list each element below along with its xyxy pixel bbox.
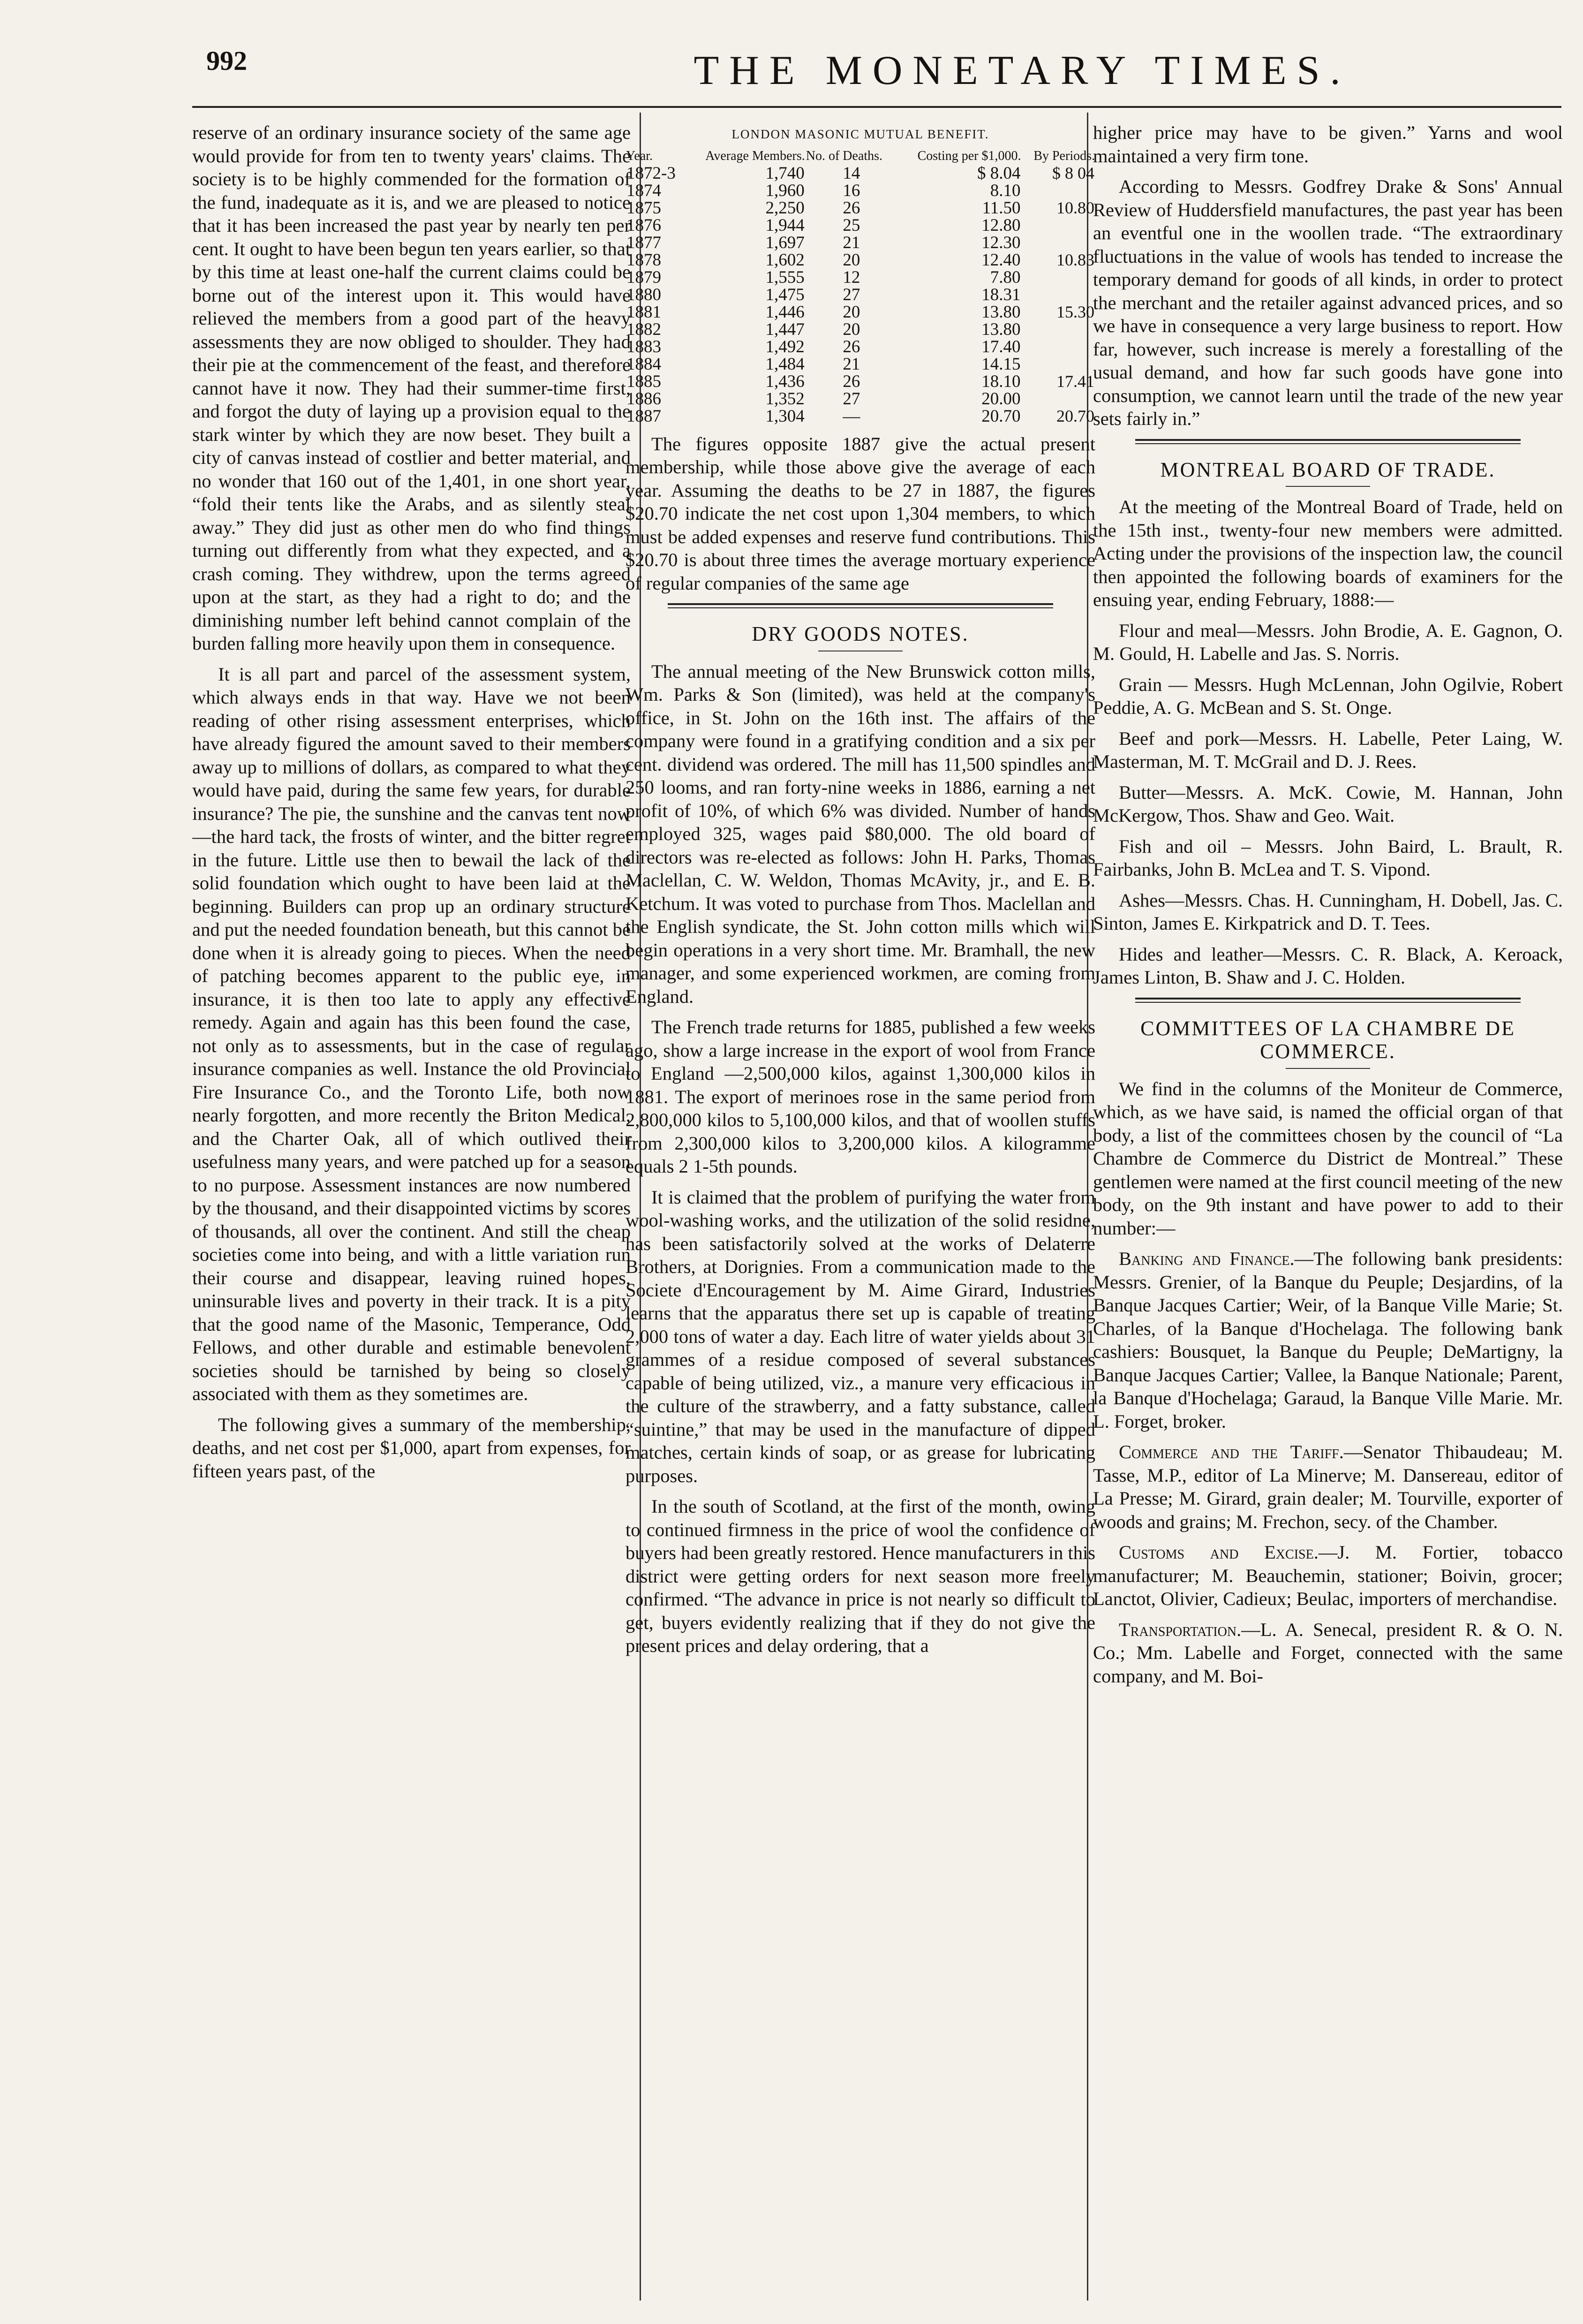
- committee-text: —J. M. Fortier, tobacco manufacturer; M. Beauchemin, stationer; Boivin, grocer; Lanctot, Olivier, Cadieux; Beulac, importers of merchandise.: [1093, 1542, 1563, 1609]
- table-cell-period: [1021, 217, 1095, 234]
- table-row: [626, 234, 1095, 251]
- table-cell-year: 1877: [626, 233, 661, 252]
- table-cell-year: 1884: [626, 354, 661, 374]
- table-header: By Periods.: [1033, 148, 1095, 163]
- table-cell-deaths: 26: [843, 337, 860, 356]
- table-cell-period: 10.80: [1056, 198, 1094, 217]
- table-title: LONDON MASONIC MUTUAL BENEFIT.: [731, 127, 989, 141]
- table-cell-members: 1,555: [765, 267, 805, 287]
- article-paragraph: At the meeting of the Montreal Board of Trade, held on the 15th inst., twenty-four new members were admitted. Acting under the provisions of the inspection law, the council then appointed the following boards of examiners for the ensuing year, ending February, 1888:—: [1093, 496, 1563, 610]
- table-cell-year: 1883: [626, 337, 661, 356]
- committee-entry: [1093, 1247, 1563, 1433]
- section-divider: [1135, 439, 1521, 444]
- table-row: [626, 165, 1095, 182]
- table-cell-cost: 12.30: [981, 233, 1021, 252]
- table-cell-deaths: 12: [843, 267, 860, 287]
- article-paragraph: reserve of an ordinary insurance society of the same age would provide for from ten to twenty years' claims. The society is to be highly commended for the formation of the fund, inadequate as it is, and we are pleased to notice that it has been increased the past year by nearly ten per cent. It ought to have been begun ten years earlier, so that by this time at least one-half the current claims could be borne out of the interest upon it. This would have relieved the members from a good part of the heavy assessments they are now obliged to shoulder. They had their pie at the commencement of the feast, and therefore cannot have it now. They had their summer-time first, and forgot the duty of laying up a provision equal to the stark winter by which they are now beset. They built a city of canvas instead of costlier and better material, and no wonder that 160 out of the 1,401, in one short year, “fold their tents like the Arabs, and as silently steal away.” They did just as other men do who find things turning out differently from what they expected, and a crash coming. They withdrew, upon the terms agreed upon at the start, as they had a right to do; and the diminishing number left behind cannot complain of the burden falling more heavily upon them in consequence.: [192, 122, 631, 654]
- table-note: The figures opposite 1887 give the actual present membership, while those above give the average of each year. Assuming the deaths to be 27 in 1887, the figures $20.70 indicate the net cost upon 1,304 members, to which must be added expenses and reserve fund contributions. This $20.70 is about three times the average mortuary experience of regular companies of the same age: [626, 433, 1095, 594]
- table-cell-period: [1021, 269, 1095, 286]
- committee-text: —L. A. Senecal, president R. & O. N. Co.; Mm. Labelle and Forget, connected with the same company, and M. Boi-: [1093, 1619, 1563, 1687]
- table-cell-period: [1021, 321, 1095, 338]
- table-row: [626, 390, 1095, 408]
- table-cell-members: 1,475: [765, 285, 805, 304]
- table-cell-members: 1,304: [765, 406, 805, 426]
- table-cell-deaths: 21: [843, 233, 860, 252]
- table-cell-cost: 18.31: [981, 285, 1021, 304]
- committee-text: —The following bank presidents: Messrs. Grenier, of la Banque du Peuple; Desjardins, of la Banque Jacques Cartier; Weir, of la Banque Ville Marie; St. Charles, of la Banque d'Hochelaga. The following bank cashiers: Bousquet, la Banque du Peuple; DeMartigny, la Banque Jacques Cartier; Vallee, la Banque Nationale; Parent, la Banque d'Hochelaga; Garaud, la Banque Ville Marie. Mr. L. Forget, broker.: [1093, 1248, 1563, 1432]
- table-cell-cost: 7.80: [990, 267, 1021, 287]
- table-header: Costing per $1,000.: [917, 148, 1021, 163]
- table-cell-year: 1879: [626, 267, 661, 287]
- article-paragraph: It is all part and parcel of the assessment system, which always ends in that way. Have we not been reading of other rising assessment enterprises, which have already figured the amount saved to their members away up to millions of dollars, as compared to what they would have paid, during the same few years, for durable insurance? The pie, the sunshine and the canvas tent now—the hard tack, the frosts of winter, and the bitter regret in the future. Little use then to bewail the lack of the solid foundation which ought to have been laid at the beginning. Builders can prop up an ordinary structure and put the needed foundation beneath, but this cannot be done when it is already going to pieces. When the need of patching becomes apparent to the public eye, in insurance, it is then too late to apply any effective remedy. Again and again has this been found the case, not only as to assessments, but in the case of regular insurance companies as well. Instance the old Provincial Fire Insurance Co., and the Toronto Life, both now nearly forgotten, and more recently the Briton Medical, and the Charter Oak, all of which outlived their usefulness many years, and were patched up for a season to no purpose. Assessment instances are now numbered by the thousand, and their disappointed victims by scores of thousands, all over the continent. And still the cheap societies come into being, and with a little variation run their course and disappear, leaving ruined hopes, uninsurable lives and poverty in their track. It is a pity that the good name of the Masonic, Temperance, Odd Fellows, and other durable and estimable benevolent societies should be tarnished by being so closely associated with them as they sometimes are.: [192, 663, 631, 1404]
- table-cell-period: [1021, 286, 1095, 303]
- masonic-benefit-table: [626, 149, 1095, 425]
- table-cell-members: 1,602: [765, 250, 805, 270]
- committee-entry: [1093, 1541, 1563, 1611]
- committee-head: Customs and Excise.: [1119, 1542, 1319, 1563]
- article-paragraph: Hides and leather—Messrs. C. R. Black, A. Keroack, James Linton, B. Shaw and J. C. Holden.: [1093, 943, 1563, 988]
- heading-rule: [1286, 1068, 1370, 1069]
- section-divider: [668, 603, 1053, 608]
- table-cell-year: 1878: [626, 250, 661, 270]
- table-cell-members: 1,492: [765, 337, 805, 356]
- table-row: [626, 303, 1095, 321]
- table-cell-cost: 13.80: [981, 302, 1021, 322]
- table-cell-period: 20.70: [1056, 406, 1094, 425]
- table-row: [626, 182, 1095, 199]
- table-cell-deaths: 20: [843, 250, 860, 270]
- committee-entry: [1093, 1440, 1563, 1533]
- committee-head: Banking and Finance.: [1119, 1248, 1295, 1269]
- article-paragraph: Beef and pork—Messrs. H. Labelle, Peter Laing, W. Masterman, M. T. McGrail and D. J. Rees.: [1093, 727, 1563, 772]
- table-cell-deaths: —: [843, 406, 860, 426]
- article-paragraph: The following gives a summary of the membership, deaths, and net cost per $1,000, apart from expenses, for fifteen years past, of the: [192, 1414, 631, 1482]
- table-cell-deaths: 20: [843, 319, 860, 339]
- table-cell-period: $ 8 04: [1052, 163, 1094, 182]
- chambre-heading: COMMITTEES OF LA CHAMBRE DE COMMERCE.: [1140, 1016, 1515, 1063]
- table-cell-deaths: 26: [843, 371, 860, 391]
- table-cell-cost: 12.80: [981, 215, 1021, 235]
- article-paragraph: Butter—Messrs. A. McK. Cowie, M. Hannan, John McKergow, Thos. Shaw and Geo. Wait.: [1093, 781, 1563, 826]
- dry-goods-heading: DRY GOODS NOTES.: [752, 622, 969, 645]
- table-cell-year: 1882: [626, 319, 661, 339]
- article-paragraph: Ashes—Messrs. Chas. H. Cunningham, H. Dobell, Jas. C. Sinton, James E. Kirkpatrick and D. T. Tees.: [1093, 889, 1563, 934]
- table-cell-year: 1875: [626, 198, 661, 218]
- article-paragraph: The French trade returns for 1885, published a few weeks ago, show a large increase in the export of wool from France to England —2,500,000 kilos, against 1,300,000 kilos in 1881. The export of merinoes rose in the same period from 2,800,000 kilos to 5,100,000 kilos, and that of woollen stuffs from 2,300,000 kilos to 3,200,000 kilos. A kilogramme equals 2 1-5th pounds.: [626, 1016, 1095, 1177]
- table-cell-cost: 12.40: [981, 250, 1021, 270]
- table-cell-members: 1,697: [765, 233, 805, 252]
- article-paragraph: The annual meeting of the New Brunswick cotton mills, Wm. Parks & Son (limited), was held at the company's office, in St. John on the 16th inst. The affairs of the company were found in a gratifying condition and a six per cent. dividend was ordered. The mill has 11,500 spindles and 250 looms, and ran forty-nine weeks in 1886, earning a net profit of 10%, of which 6% was divided. Number of hands employed 325, wages paid $80,000. The old board of directors was re-elected as follows: John H. Parks, Thomas Maclellan, C. W. Weldon, Thomas McAvity, jr., and E. B. Ketchum. It was voted to purchase from Thos. Maclellan and the English syndicate, the St. John cotton mills which will begin operations in a very short time. Mr. Bramhall, the new manager, and some experienced workmen, are coming from England.: [626, 660, 1095, 1007]
- table-header: No. of Deaths.: [806, 148, 883, 163]
- article-paragraph: higher price may have to be given.” Yarns and wool maintained a very firm tone.: [1093, 122, 1563, 167]
- table-cell-year: 1880: [626, 285, 661, 304]
- table-cell-year: 1885: [626, 371, 661, 391]
- table-cell-cost: 14.15: [981, 354, 1021, 374]
- table-cell-cost: 8.10: [990, 181, 1021, 200]
- table-cell-deaths: 14: [843, 163, 860, 183]
- table-cell-year: 1874: [626, 181, 661, 200]
- table-cell-cost: 18.10: [981, 371, 1021, 391]
- table-cell-members: 1,446: [765, 302, 805, 322]
- table-row: [626, 251, 1095, 269]
- article-paragraph: Fish and oil – Messrs. John Baird, L. Brault, R. Fairbanks, John B. McLea and T. S. Vipond.: [1093, 835, 1563, 880]
- table-cell-period: [1021, 356, 1095, 373]
- table-cell-cost: 11.50: [982, 198, 1021, 218]
- table-header: Year.: [626, 148, 653, 163]
- table-cell-members: 1,944: [765, 215, 805, 235]
- table-cell-year: 1881: [626, 302, 661, 322]
- committee-head: Commerce and the Tariff.: [1119, 1441, 1344, 1462]
- table-cell-members: 1,447: [765, 319, 805, 339]
- table-cell-year: 1887: [626, 406, 661, 426]
- column-3: [1093, 121, 1563, 2305]
- table-cell-deaths: 27: [843, 389, 860, 409]
- section-divider: [1135, 998, 1521, 1003]
- table-cell-period: 10.83: [1056, 250, 1094, 269]
- table-cell-period: [1021, 182, 1095, 199]
- table-body: [626, 165, 1095, 425]
- table-cell-deaths: 25: [843, 215, 860, 235]
- table-row: [626, 217, 1095, 234]
- table-cell-period: [1021, 338, 1095, 356]
- table-cell-deaths: 26: [843, 198, 860, 218]
- table-cell-members: 1,484: [765, 354, 805, 374]
- table-header: Average Members.: [705, 148, 805, 163]
- table-cell-deaths: 16: [843, 181, 860, 200]
- article-paragraph: According to Messrs. Godfrey Drake & Sons' Annual Review of Huddersfield manufactures, the past year has been an eventful one in the woollen trade. “The extraordinary fluctuations in the value of wools has tended to increase the temporary demand for goods of all kinds, in order to protect the merchant and the retailer against advanced prices, and so we have in consequence a very large business to report. How far, however, such increase is merely a forestalling of the usual demand, and how far such goods have gone into consumption, we cannot learn until the trade of the new year sets fairly in.”: [1093, 176, 1563, 429]
- article-paragraph: Flour and meal—Messrs. John Brodie, A. E. Gagnon, O. M. Gould, H. Labelle and Jas. S. Norris.: [1093, 620, 1563, 664]
- table-cell-cost: $ 8.04: [977, 163, 1021, 183]
- table-row: [626, 373, 1095, 390]
- table-row: [626, 321, 1095, 338]
- table-cell-cost: 20.70: [981, 406, 1021, 426]
- table-cell-period: 15.30: [1056, 302, 1094, 321]
- table-cell-members: 1,740: [765, 163, 805, 183]
- table-row: [626, 338, 1095, 356]
- heading-rule: [1286, 486, 1370, 487]
- table-cell-year: 1876: [626, 215, 661, 235]
- table-header-row: [626, 149, 1095, 165]
- table-cell-cost: 13.80: [981, 319, 1021, 339]
- table-cell-deaths: 27: [843, 285, 860, 304]
- article-paragraph: We find in the columns of the Moniteur de Commerce, which, as we have said, is named the official organ of that body, a list of the committees chosen by the council of “La Chambre de Commerce du District de Montreal.” These gentlemen were named at the first council meeting of the new body, on the 9th instant and have power to add to their number:—: [1093, 1078, 1563, 1239]
- table-cell-members: 1,436: [765, 371, 805, 391]
- table-cell-deaths: 21: [843, 354, 860, 374]
- board-of-trade-heading: MONTREAL BOARD OF TRADE.: [1160, 458, 1496, 481]
- article-paragraph: Grain — Messrs. Hugh McLennan, John Ogilvie, Robert Peddie, A. G. McBean and S. St. Onge.: [1093, 674, 1563, 718]
- table-row: [626, 269, 1095, 286]
- table-row: [626, 408, 1095, 425]
- column-1: [192, 121, 631, 2305]
- table-cell-period: [1021, 234, 1095, 251]
- table-cell-period: [1021, 390, 1095, 408]
- table-cell-year: 1872-3: [626, 163, 676, 183]
- column-2: [626, 121, 1095, 2305]
- table-cell-period: 17.41: [1056, 371, 1094, 391]
- article-paragraph: It is claimed that the problem of purifying the water from wool-washing works, and the utilization of the solid residne, has been satisfactorily solved at the works of Delaterre Brothers, at Dorignies. From a communication made to the Societe d'Encouragement by M. Aime Girard, Industries learns that the apparatus there set up is capable of treating 2,000 tons of water a day. Each litre of water yields about 31 grammes of a residue composed of several substances capable of being utilized, viz., a manure very efficacious in the culture of the strawberry, and a fatty substance, called “suintine,” that may be used in the manufacture of dipped matches, certain kinds of soap, or as grease for lubricating purposes.: [626, 1186, 1095, 1486]
- table-cell-members: 1,352: [765, 389, 805, 409]
- committee-head: Transportation.: [1119, 1619, 1242, 1640]
- table-cell-cost: 17.40: [981, 337, 1021, 356]
- header-rule: [192, 106, 1561, 108]
- table-row: [626, 199, 1095, 217]
- masthead-title: THE MONETARY TIMES.: [694, 48, 1351, 93]
- table-row: [626, 356, 1095, 373]
- table-cell-cost: 20.00: [981, 389, 1021, 409]
- committee-entry: [1093, 1618, 1563, 1688]
- committee-text: —Senator Thibaudeau; M. Tasse, M.P., editor of La Minerve; M. Dansereau, editor of La Presse; M. Girard, grain dealer; M. Tourville, exporter of woods and grains; M. Frechon, secy. of the Chamber.: [1093, 1441, 1563, 1532]
- table-cell-members: 1,960: [765, 181, 805, 200]
- table-cell-members: 2,250: [765, 198, 805, 218]
- table-cell-deaths: 20: [843, 302, 860, 322]
- table-row: [626, 286, 1095, 303]
- article-paragraph: In the south of Scotland, at the first of the month, owing to continued firmness in the price of wool the confidence of buyers had been greatly restored. Hence manufacturers in this district were getting orders for next season more freely confirmed. “The advance in price is not nearly so difficult to get, buyers evidently realizing that if they do not give the present prices and delay ordering, that a: [626, 1496, 1095, 1656]
- table-cell-year: 1886: [626, 389, 661, 409]
- page-number: 992: [206, 45, 247, 76]
